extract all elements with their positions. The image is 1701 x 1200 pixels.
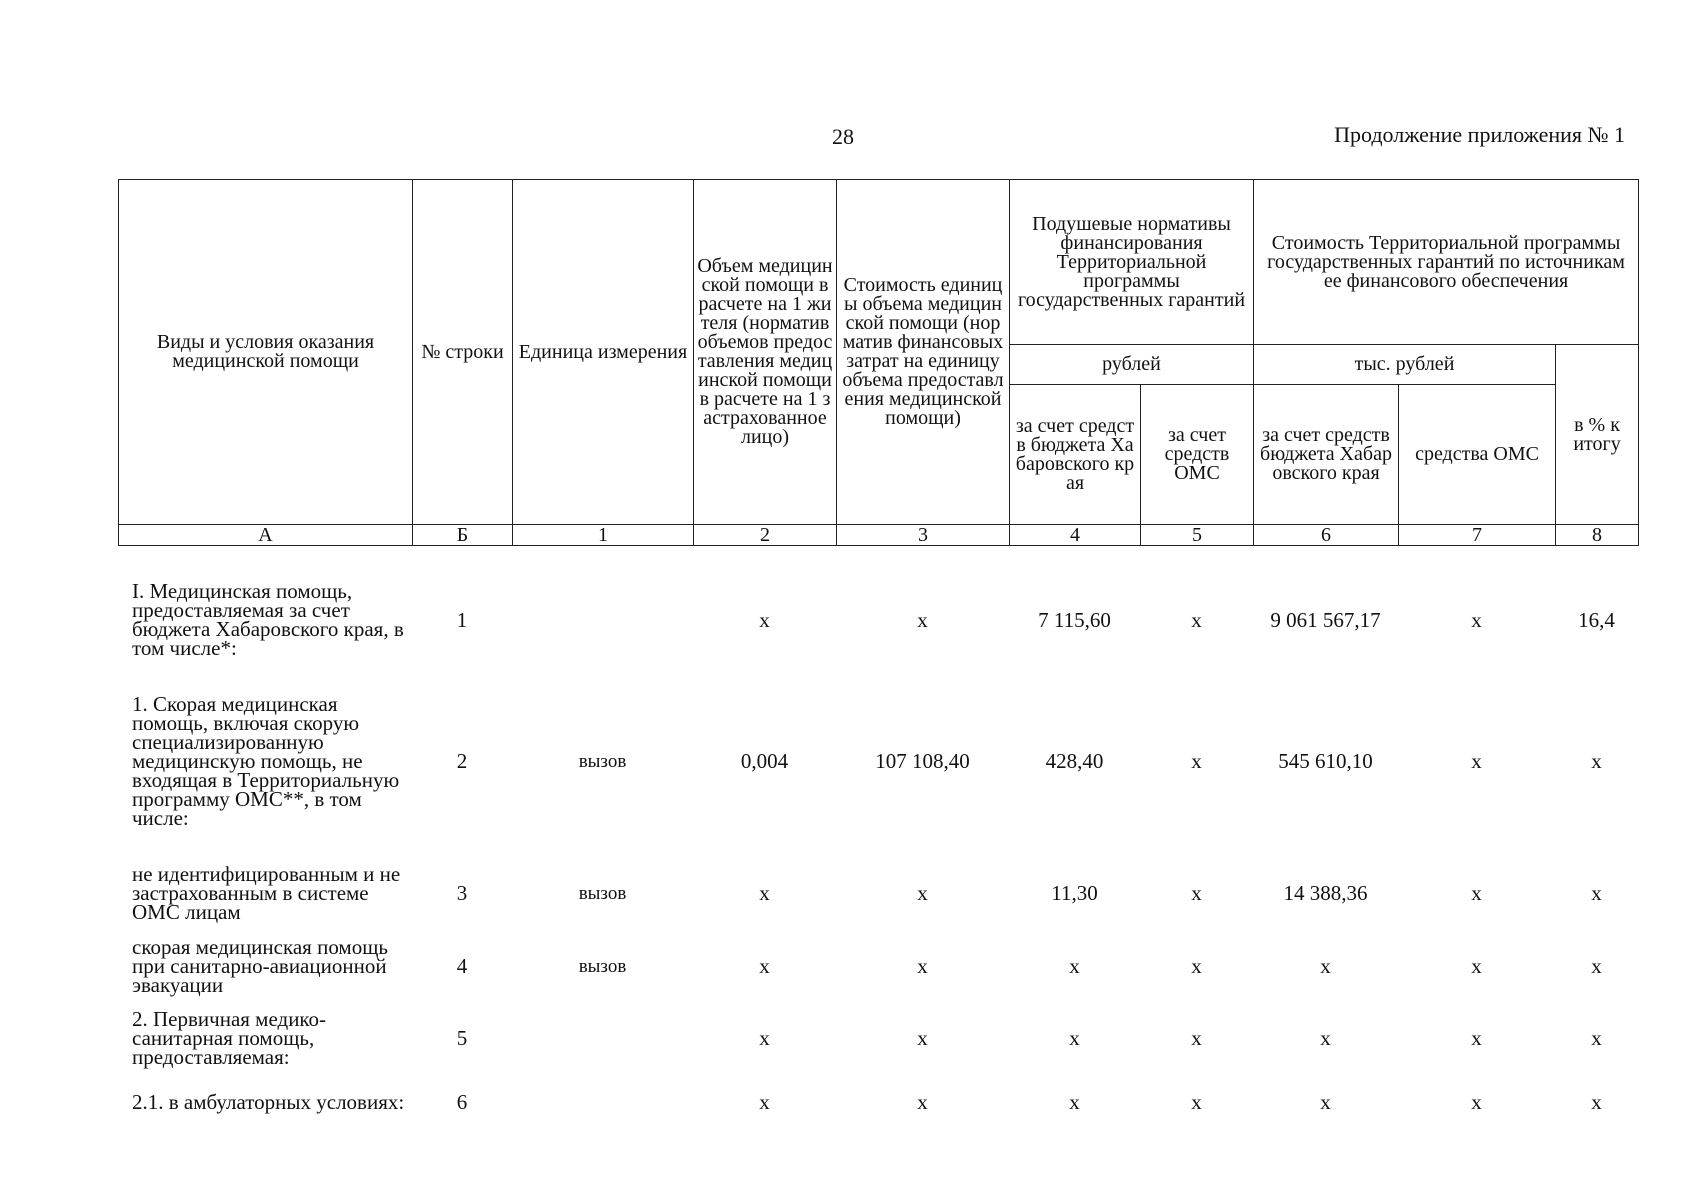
row-number: 6 bbox=[456, 1089, 468, 1114]
header-oms-rubles: за счет средств ОМС bbox=[1141, 385, 1254, 525]
header-percent-total: в % к итогу bbox=[1556, 345, 1639, 525]
column-index-row bbox=[119, 525, 1639, 546]
row-name: не идентифицированным и не застрахованным в системе ОМС лицам bbox=[132, 861, 401, 924]
row-value-c3: 107 108,40 bbox=[875, 748, 970, 773]
column-index: 3 bbox=[837, 525, 1010, 546]
header-per-capita: Подушевые нормативы финансирования Территориальной программы государственных гарантий bbox=[1010, 180, 1254, 345]
row-value-c7: х bbox=[1471, 748, 1482, 773]
row-number: 2 bbox=[456, 748, 468, 773]
row-number: 4 bbox=[456, 953, 468, 978]
row-value-c3: х bbox=[917, 1089, 928, 1114]
header-volume: Объем медицинской помощи в расчете на 1 жителя (норматив объемов предоставления медицинской помощи в расчете на 1 застрахованное лицо) bbox=[694, 180, 837, 525]
row-name: 1. Скорая медицинская помощь, включая скорую специализированную медицинскую помощь, не входящая в Территориальную программу ОМС**, в том числе: bbox=[132, 691, 400, 830]
row-value-c8: х bbox=[1591, 748, 1602, 773]
row-value-c5: х bbox=[1191, 748, 1202, 773]
table-row bbox=[118, 856, 1638, 930]
row-unit: вызов bbox=[578, 882, 627, 904]
row-value-c8: х bbox=[1591, 1089, 1602, 1114]
table-row bbox=[118, 930, 1638, 1002]
row-value-c2: 0,004 bbox=[740, 748, 789, 773]
appendix-continuation-note: Продолжение приложения № 1 bbox=[1334, 122, 1625, 147]
column-index: 7 bbox=[1399, 525, 1556, 546]
table-row bbox=[118, 1002, 1638, 1074]
row-unit bbox=[512, 1002, 693, 1074]
row-number: 1 bbox=[456, 607, 468, 632]
header-row-number: № строки bbox=[413, 180, 513, 525]
row-value-c8: х bbox=[1591, 880, 1602, 905]
row-value-c6: х bbox=[1320, 1025, 1331, 1050]
row-value-c6: х bbox=[1320, 1089, 1331, 1114]
row-value-c5: х bbox=[1191, 607, 1202, 632]
row-name: I. Медицинская помощь, предоставляемая за счет бюджета Хабаровского края, в том числе*: bbox=[132, 579, 404, 660]
row-unit: вызов bbox=[578, 955, 627, 977]
row-value-c3: х bbox=[917, 953, 928, 978]
table-row bbox=[118, 666, 1638, 856]
row-unit bbox=[512, 1074, 693, 1130]
column-index: 2 bbox=[694, 525, 837, 546]
row-value-c2: х bbox=[759, 607, 770, 632]
header-budget-rubles: за счет средств бюджета Хабаровского края bbox=[1010, 385, 1141, 525]
row-unit bbox=[512, 574, 693, 666]
row-value-c4: 7 115,60 bbox=[1038, 607, 1111, 632]
row-value-c5: х bbox=[1191, 1025, 1202, 1050]
row-value-c4: 428,40 bbox=[1045, 748, 1104, 773]
column-index: 8 bbox=[1556, 525, 1639, 546]
column-index: 1 bbox=[513, 525, 694, 546]
header-table bbox=[118, 179, 1639, 546]
row-name: скорая медицинская помощь при санитарно-авиационной эвакуации bbox=[132, 934, 388, 997]
header-kind: Виды и условия оказания медицинской помощи bbox=[119, 180, 413, 525]
row-number: 5 bbox=[456, 1025, 468, 1050]
column-index: Б bbox=[413, 525, 513, 546]
header-program-cost: Стоимость Территориальной программы государственных гарантий по источникам ее финансового обеспечения bbox=[1254, 180, 1639, 345]
header-unit-thousand-rubles: тыс. рублей bbox=[1254, 345, 1556, 385]
row-value-c4: х bbox=[1069, 1089, 1080, 1114]
page-number: 28 bbox=[832, 124, 854, 149]
row-name: 2.1. в амбулаторных условиях: bbox=[132, 1089, 405, 1114]
column-index: 4 bbox=[1010, 525, 1141, 546]
row-value-c2: х bbox=[759, 953, 770, 978]
row-value-c3: х bbox=[917, 1025, 928, 1050]
row-value-c8: х bbox=[1591, 953, 1602, 978]
column-index: А bbox=[119, 525, 413, 546]
header-unit-rubles: рублей bbox=[1010, 345, 1254, 385]
row-value-c8: 16,4 bbox=[1578, 607, 1615, 632]
data-table bbox=[118, 574, 1638, 1130]
row-value-c6: 545 610,10 bbox=[1278, 748, 1373, 773]
table-row bbox=[118, 574, 1638, 666]
row-value-c6: 9 061 567,17 bbox=[1270, 607, 1381, 632]
row-value-c4: х bbox=[1069, 1025, 1080, 1050]
row-value-c5: х bbox=[1191, 1089, 1202, 1114]
row-value-c4: 11,30 bbox=[1051, 880, 1098, 905]
row-value-c2: х bbox=[759, 1089, 770, 1114]
row-value-c5: х bbox=[1191, 953, 1202, 978]
header-oms-thousand: средства ОМС bbox=[1399, 385, 1556, 525]
table-row bbox=[118, 1074, 1638, 1130]
row-value-c7: х bbox=[1471, 1089, 1482, 1114]
row-value-c7: х bbox=[1471, 880, 1482, 905]
row-value-c6: 14 388,36 bbox=[1283, 880, 1368, 905]
column-index: 5 bbox=[1141, 525, 1254, 546]
row-unit: вызов bbox=[578, 750, 627, 772]
row-value-c8: х bbox=[1591, 1025, 1602, 1050]
row-value-c5: х bbox=[1191, 880, 1202, 905]
row-value-c2: х bbox=[759, 1025, 770, 1050]
column-index: 6 bbox=[1254, 525, 1399, 546]
row-value-c2: х bbox=[759, 880, 770, 905]
row-value-c3: х bbox=[917, 880, 928, 905]
header-unit: Единица измерения bbox=[513, 180, 694, 525]
row-value-c3: х bbox=[917, 607, 928, 632]
row-value-c7: х bbox=[1471, 607, 1482, 632]
row-value-c7: х bbox=[1471, 1025, 1482, 1050]
header-budget-thousand: за счет средств бюджета Хабаровского края bbox=[1254, 385, 1399, 525]
row-value-c6: х bbox=[1320, 953, 1331, 978]
row-name: 2. Первичная медико-санитарная помощь, предоставляемая: bbox=[132, 1006, 327, 1069]
row-number: 3 bbox=[456, 880, 468, 905]
header-unit-cost: Стоимость единицы объема медицинской помощи (норматив финансовых затрат на единицу объема предоставления медицинской помощи) bbox=[837, 180, 1010, 525]
row-value-c4: х bbox=[1069, 953, 1080, 978]
row-value-c7: х bbox=[1471, 953, 1482, 978]
